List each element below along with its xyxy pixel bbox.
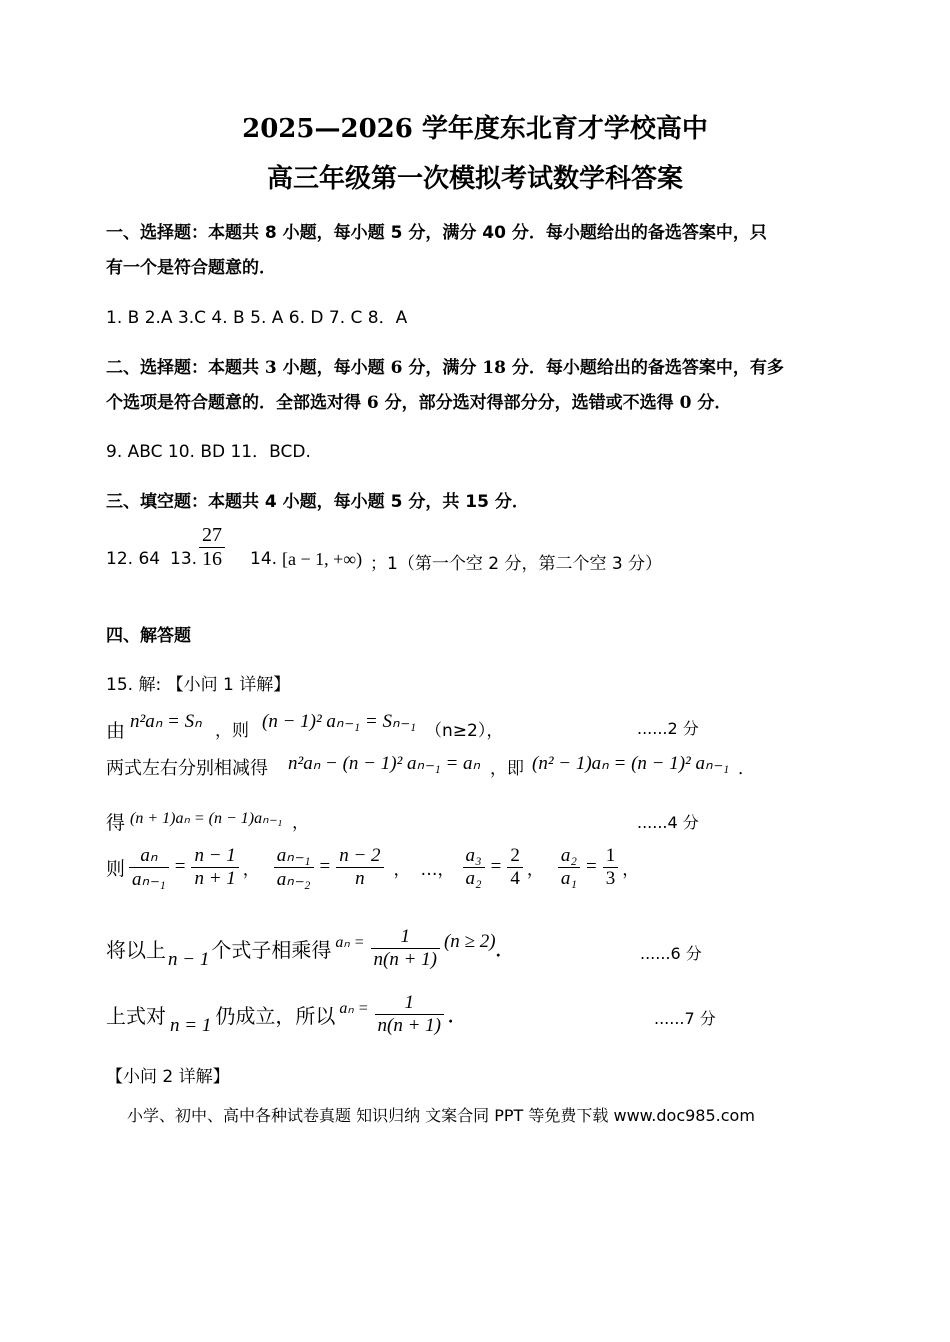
line4-ratios xyxy=(106,838,639,896)
line4-fraction-4 xyxy=(336,845,383,890)
line6-den: n(n + 1) xyxy=(375,1014,444,1037)
section2-heading-line2: 个选项是符合题意的．全部选对得 6 分，部分选对得部分分，选错或不选得 0 分． xyxy=(106,393,732,413)
section2-answers: 9. ABC 10. BD 11．BCD. xyxy=(106,442,311,462)
line6-mid: 仍成立，所以 xyxy=(215,1003,336,1028)
frac5-num: a₃ xyxy=(465,844,482,866)
line2-mid: ，即 xyxy=(490,759,524,779)
q13-numerator: 27 xyxy=(202,524,222,546)
section2-heading-line1: 二、选择题：本题共 3 小题，每小题 6 分，满分 18 分．每小题给出的备选答案中，有多 xyxy=(106,358,784,378)
line2-prefix: 两式左右分别相减得 xyxy=(106,758,268,779)
line1-eq1: n²aₙ = Sₙ xyxy=(130,711,202,732)
title-line-1: 2025—2026 学年度东北育才学校高中 xyxy=(242,114,708,144)
frac3-num: aₙ₋₁ xyxy=(276,844,311,866)
line5-lhs: aₙ = xyxy=(335,934,365,951)
frac5-den: a₂ xyxy=(463,867,485,890)
frac1-num: aₙ xyxy=(140,844,158,866)
frac6-den: 4 xyxy=(507,867,523,890)
line5-num: 1 xyxy=(400,925,410,947)
line4-dots: …， xyxy=(420,859,455,880)
line5-den: n(n + 1) xyxy=(371,948,440,971)
line5-condition: (n ≥ 2) xyxy=(443,931,496,952)
line2-eq1: n²aₙ − (n − 1)² aₙ₋₁ = aₙ xyxy=(288,753,481,774)
frac4-den: n xyxy=(336,867,383,890)
line4-fraction-1 xyxy=(129,844,169,891)
line3-end: ， xyxy=(292,813,309,833)
line6-condition: n = 1 xyxy=(170,1015,212,1036)
section1-heading-line1: 一、选择题：本题共 8 小题，每小题 5 分，满分 40 分．每小题给出的备选答案中，只 xyxy=(106,223,767,243)
frac2-den: n + 1 xyxy=(191,867,238,890)
line1-eq2: (n − 1)² aₙ₋₁ = Sₙ₋₁ xyxy=(262,711,417,732)
frac7-den: a₁ xyxy=(558,867,580,890)
frac2-num: n − 1 xyxy=(194,844,236,866)
section3-heading: 三、填空题：本题共 4 小题，每小题 5 分，共 15 分． xyxy=(106,492,529,512)
line4-fraction-5 xyxy=(463,845,485,890)
line5-fraction xyxy=(371,926,440,971)
line4-fraction-6 xyxy=(507,845,523,890)
q15-intro: 15. 解: 【小问 1 详解】 xyxy=(106,675,291,695)
section1-heading-line2: 有一个是符合题意的． xyxy=(106,258,276,278)
line5-prefix: 将以上 xyxy=(106,937,166,962)
line5-score: ......6 分 xyxy=(640,944,702,963)
line2-eq2: (n² − 1)aₙ = (n − 1)² aₙ₋₁ xyxy=(532,753,730,774)
line1-mid: ，则 xyxy=(215,721,249,741)
line5-end: ． xyxy=(495,940,513,961)
line6-fraction xyxy=(375,992,444,1037)
frac6-num: 2 xyxy=(510,844,520,866)
frac8-num: 1 xyxy=(605,844,616,866)
frac8-den: 3 xyxy=(603,867,619,890)
line5-mid: 个式子相乘得 xyxy=(211,937,332,962)
q13-label: 13. xyxy=(170,549,198,569)
frac1-den: aₙ₋₁ xyxy=(129,867,169,891)
section1-answers: 1. B 2.A 3.C 4. B 5. A 6. D 7. C 8．A xyxy=(106,308,408,328)
equals-sign: = xyxy=(319,856,331,877)
line3-eq: (n + 1)aₙ = (n − 1)aₙ₋₁ xyxy=(130,810,283,827)
equals-sign: = xyxy=(490,856,502,877)
frac3-den: aₙ₋₂ xyxy=(274,867,314,891)
line3-score: ......4 分 xyxy=(637,813,699,832)
line6-prefix: 上式对 xyxy=(106,1003,166,1028)
line4-prefix: 则 xyxy=(106,857,126,880)
frac7-num: a₂ xyxy=(560,844,577,866)
q15-part2-heading: 【小问 2 详解】 xyxy=(106,1067,230,1087)
line6-score: ......7 分 xyxy=(654,1009,716,1028)
frac4-num: n − 2 xyxy=(339,844,381,866)
q13-fraction xyxy=(199,524,225,571)
line4-fraction-8 xyxy=(603,845,619,890)
line1-condition: （n≥2）， xyxy=(425,721,504,741)
comma: ， xyxy=(622,859,640,880)
line5-product xyxy=(106,918,513,978)
line4-fraction-7 xyxy=(558,845,580,890)
q14-rest: ；1（第一个空 2 分，第二个空 3 分） xyxy=(370,554,663,574)
line3-prefix: 得 xyxy=(106,812,126,834)
line5-count: n − 1 xyxy=(168,949,210,970)
equals-sign: = xyxy=(585,856,597,877)
line4-fraction-3 xyxy=(274,844,314,891)
line1-score: ......2 分 xyxy=(637,719,699,738)
line2-end: ． xyxy=(738,759,755,779)
comma: ， xyxy=(393,859,411,880)
title-line-2: 高三年级第一次模拟考试数学科答案 xyxy=(266,164,683,194)
equals-sign: = xyxy=(174,856,186,877)
line6-conclusion xyxy=(106,984,465,1044)
q14-interval: [a − 1, +∞) xyxy=(282,549,363,569)
line6-end: ． xyxy=(447,1006,465,1027)
q14-label: 14. xyxy=(250,549,278,569)
comma: ， xyxy=(242,859,260,880)
q13-denominator: 16 xyxy=(199,547,225,571)
footer-text: 小学、初中、高中各种试卷真题 知识归纳 文案合同 PPT 等免费下载 www.doc985.com xyxy=(127,1106,755,1125)
line6-num: 1 xyxy=(404,991,414,1013)
q12-answer: 12. 64 xyxy=(106,549,161,569)
section4-heading: 四、解答题 xyxy=(106,626,191,646)
line6-lhs: aₙ = xyxy=(339,1000,369,1017)
line1-prefix: 由 xyxy=(106,720,126,742)
line4-fraction-2 xyxy=(191,845,238,890)
comma: ， xyxy=(526,859,544,880)
